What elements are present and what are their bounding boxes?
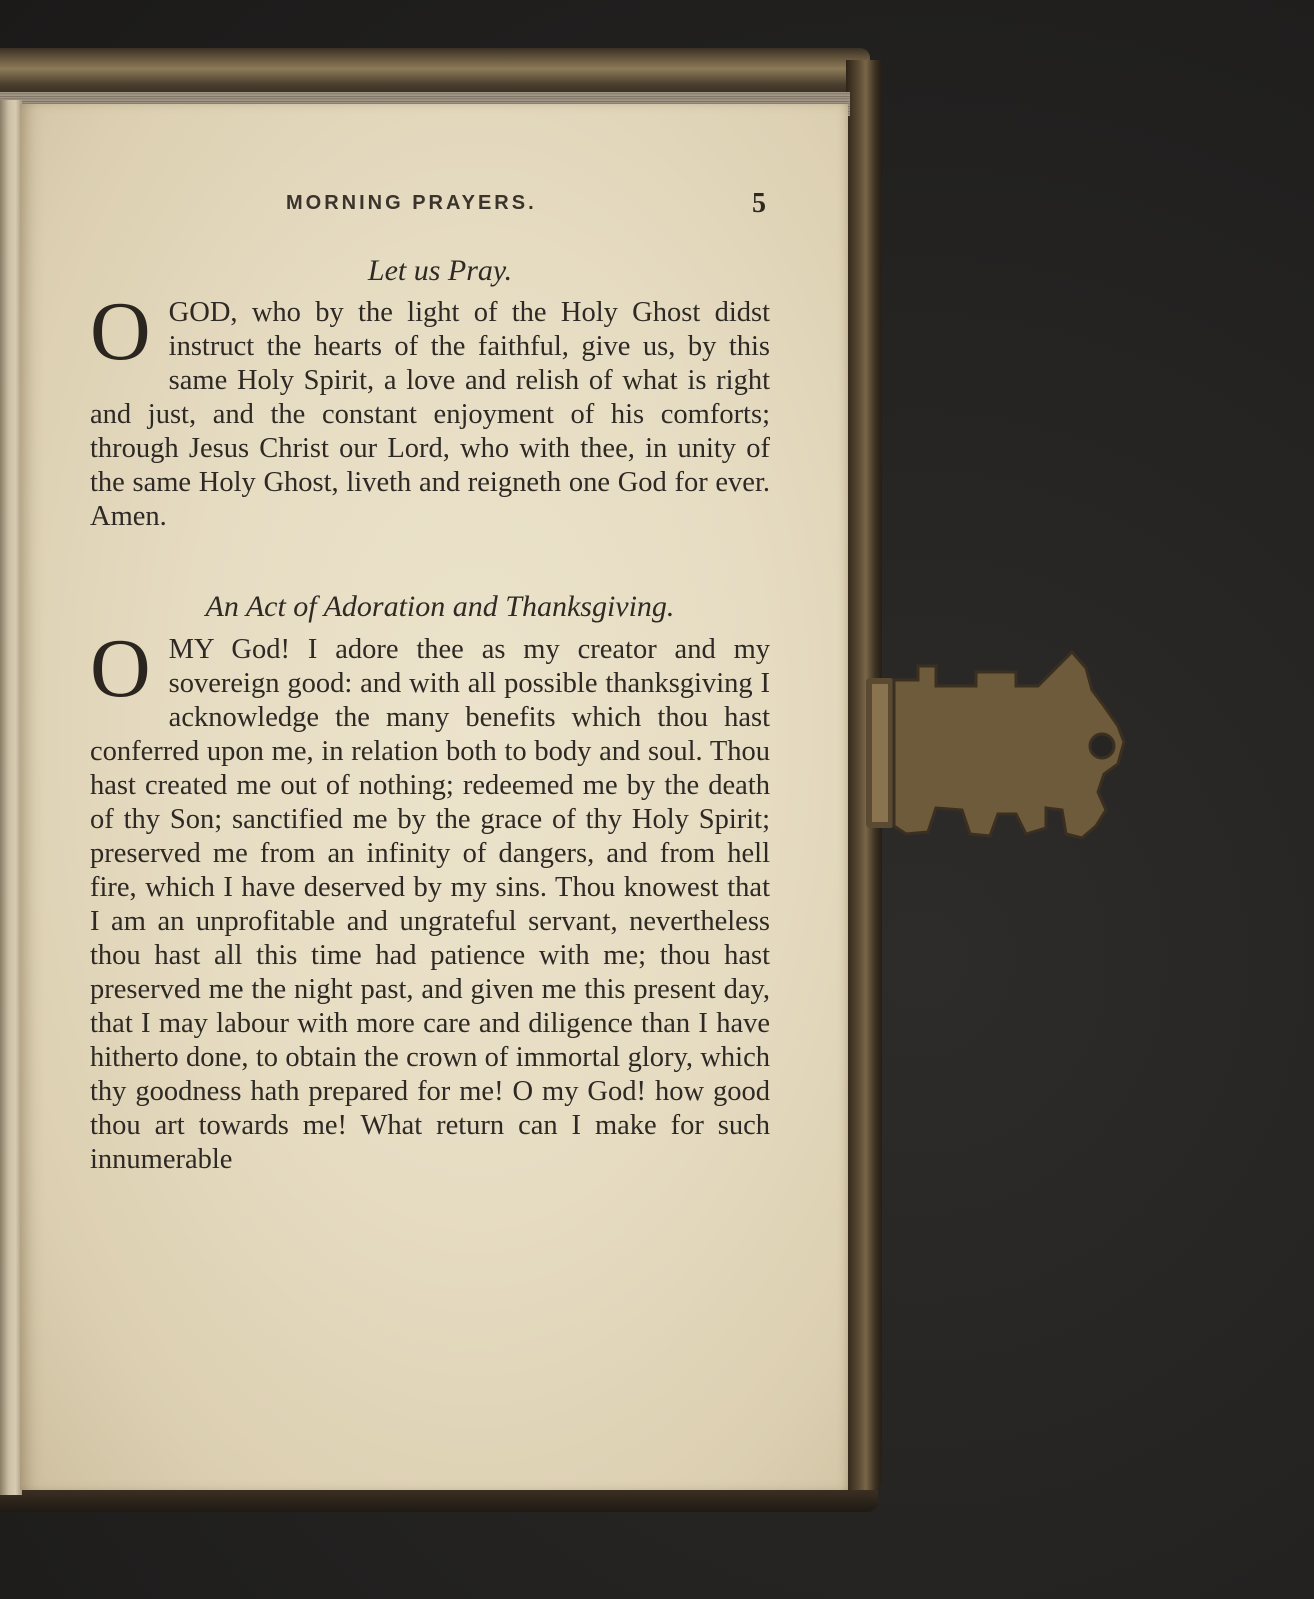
prayer-paragraph [90,622,770,1177]
paragraph-text: GOD, who by the light of the Holy Ghost didst instruct the hearts of the faithful, give us, by this same Holy Spirit, a love and relish of what is right and just, and the constant enjoyment of his comforts; through Jesus Christ our Lord, who with thee, in unity of the same Holy Ghost, liveth and reigneth one God for ever. Amen. [90,297,770,532]
drop-cap: O [90,622,151,715]
running-title: MORNING PRAYERS. [286,192,537,214]
paragraph-text: MY God! I adore thee as my creator and my sovereign good: and with all possible thanksgiving I acknowledge the many benefits which thou hast conferred upon me, in relation both to body and soul. Thou hast created me out of nothing; redeemed me by the death of thy Son; sanctified me by the grace of thy Holy Spirit; preserved me from an infinity of dangers, and from hell fire, which I have deserved by my sins. Thou knowest that I am an unprofitable and ungrateful servant, nevertheless thou hast all this time had patience with me; thou hast preserved me the night past, and given me this present day, that I may labour with more care and diligence than I have hitherto done, to obtain the crown of immortal glory, which thy goodness hath prepared for me! O my God! how good thou art towards me! What return can I make for such innumerable [90,634,770,1175]
book-cover-bottom [0,1490,878,1512]
running-head [60,188,800,228]
facing-page-edge [0,100,22,1495]
drop-cap: O [90,285,151,378]
section-heading: Let us Pray. [367,254,513,287]
metal-clasp-icon [866,650,1136,860]
section-heading: An Act of Adoration and Thanksgiving. [205,590,675,623]
prayer-paragraph [90,285,770,534]
page-number: 5 [752,188,766,219]
